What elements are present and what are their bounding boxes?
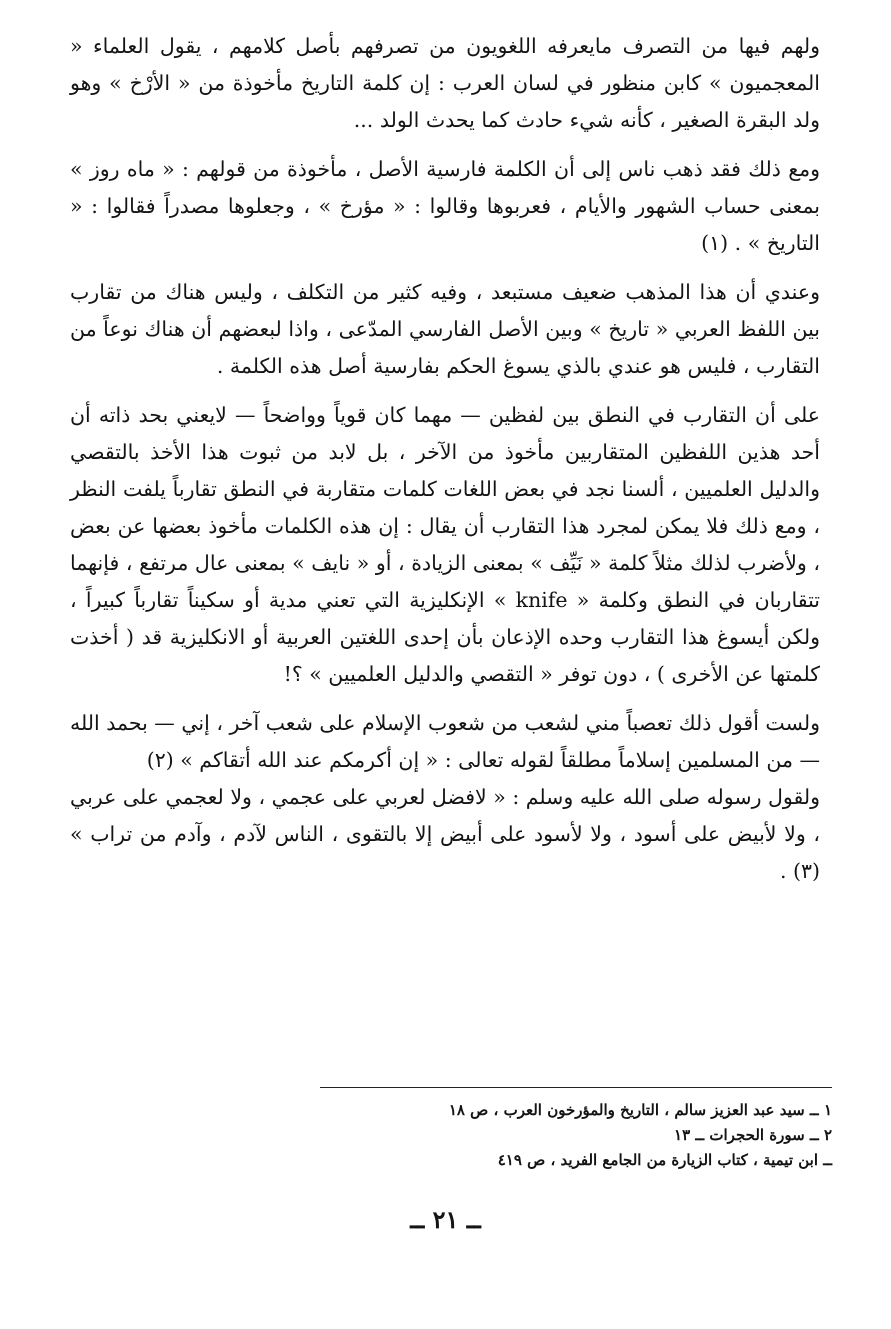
paragraph-etymology-arabic: ولهم فيها من التصرف مايعرفه اللغويون من تصرفهم بأصل كلامهم ، يقول العلماء « المعجميون » كابن منظور في لسان العرب : إن كلمة التاريخ مأخوذة من « الأرْخ » وهو ولد البقرة الصغير ، كأنه شيء حادث كما يحدث الولد ... (70, 34, 820, 132)
paragraph-no-bias: ولست أقول ذلك تعصباً مني لشعب من شعوب الإسلام على شعب آخر ، إني — بحمد الله — من المسلمين إسلاماً مطلقاً لقوله تعالى : « إن أكرمكم عند الله أتقاكم » (٢) (70, 711, 820, 772)
paragraph-phonetic-similarity: على أن التقارب في النطق بين لفظين — مهما كان قوياً وواضحاً — لايعني بحد ذاته أن أحد هذين اللفظين المتقاربين مأخوذ من الآخر ، بل لابد من ثبوت هذا الأخذ بالتقصي والدليل العلميين ، ألسنا نجد في بعض اللغات كلمات متقاربة في النطق تقارباً يلفت النظر ، ومع ذلك فلا يمكن لمجرد هذا التقارب أن يقال : إن هذه الكلمات مأخوذ بعضها عن بعض ، ولأضرب لذلك مثلاً كلمة « نَيِّف » بمعنى الزيادة ، أو « نايف » بمعنى عال مرتفع ، فإنهما تتقاربان في النطق وكلمة « knife » الإنكليزية التي تعني مدية أو سكيناً تقارباً كبيراً ، ولكن أيسوغ هذا التقارب وحده الإذعان بأن إحدى اللغتين العربية أو الانكليزية قد ( أخذت كلمتها عن الأخرى ) ، دون توفر « التقصي والدليل العلميين » ؟! (70, 403, 820, 686)
page-number: ــ ٢١ ــ (410, 1205, 481, 1234)
footnote-divider (320, 1087, 832, 1088)
footnote-2: ٢ ــ سورة الحجرات ــ ١٣ (674, 1126, 832, 1144)
footnote-3: ــ ابن تيمية ، كتاب الزيارة من الجامع الفريد ، ص ٤١٩ (497, 1151, 832, 1169)
paragraph-etymology-persian: ومع ذلك فقد ذهب ناس إلى أن الكلمة فارسية الأصل ، مأخوذة من قولهم : « ماه روز » بمعنى حساب الشهور والأيام ، فعربوها وقالوا : « مؤرخ » ، وجعلوها مصدراً فقالوا : « التاريخ » . (١) (70, 157, 820, 255)
footnotes (320, 1098, 832, 1173)
body-text (70, 28, 820, 902)
paragraph-author-opinion: وعندي أن هذا المذهب ضعيف مستبعد ، وفيه كثير من التكلف ، وليس هناك من تقارب بين اللفظ العربي « تاريخ » وبين الأصل الفارسي المدّعى ، واذا لبعضهم أن هناك نوعاً من التقارب ، فليس هو عندي بالذي يسوغ الحكم بفارسية أصل هذه الكلمة . (70, 280, 820, 378)
paragraph-hadith: ولقول رسوله صلى الله عليه وسلم : « لافضل لعربي على عجمي ، ولا لعجمي على عربي ، ولا لأبيض على أسود ، ولا لأسود على أبيض إلا بالتقوى ، الناس لآدم ، وآدم من تراب » (٣) . (70, 785, 820, 883)
footnote-1: ١ ــ سيد عبد العزيز سالم ، التاريخ والمؤرخون العرب ، ص ١٨ (448, 1101, 832, 1119)
